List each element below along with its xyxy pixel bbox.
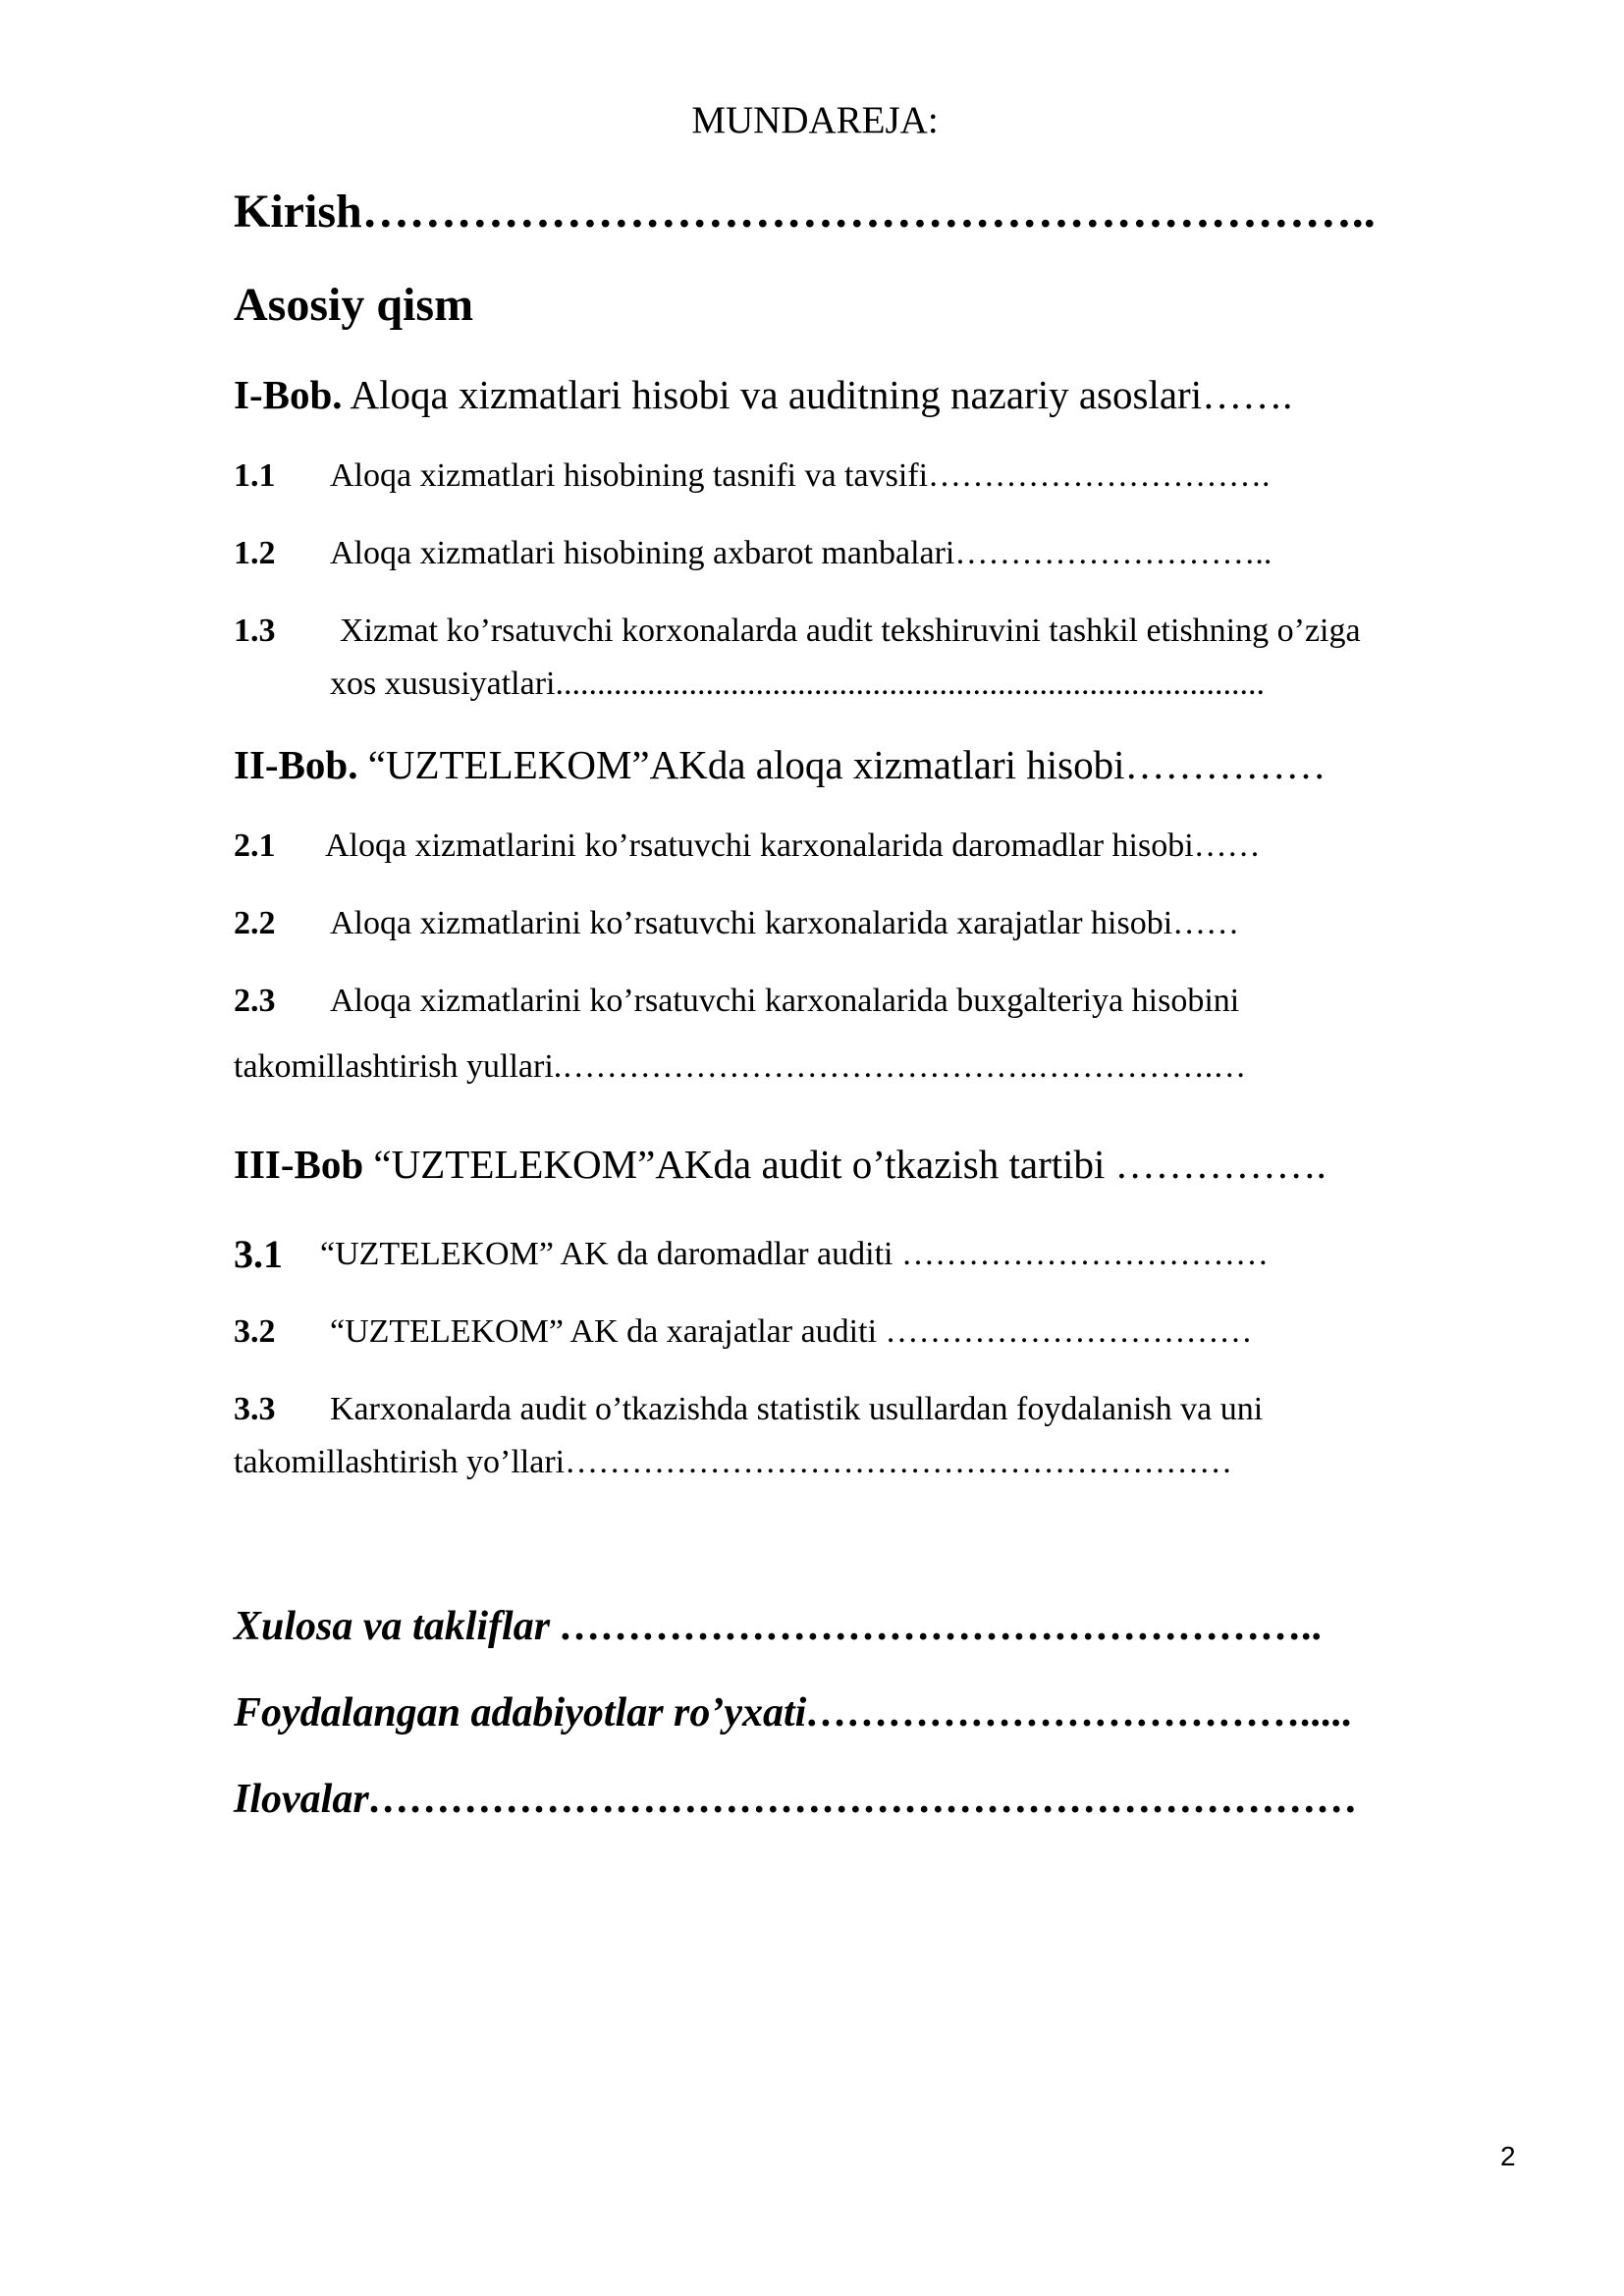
toc-entry-chapter-1 <box>234 371 1292 418</box>
toc-entry-2-3: Aloqa xizmatlarini ko’rsatuvchi karxonalarida buxgalteriya hisobini <box>330 983 1240 1019</box>
toc-entry-adabiyotlar: Foydalangan adabiyotlar ro’yxati………………………………..... <box>234 1690 1353 1735</box>
section-number: 3.1 <box>234 1232 283 1276</box>
toc-entry-3-3: Karxonalarda audit o’tkazishda statistik usullardan foydalanish va uni <box>330 1391 1264 1427</box>
toc-entry-xulosa: Xulosa va takliflar ……………………………………………….. <box>234 1604 1324 1649</box>
section-number: 3.3 <box>234 1391 276 1427</box>
section-number: 1.3 <box>234 613 276 649</box>
chapter-title: “UZTELEKOM”AKda audit o’tkazish tartibi ……………. <box>363 1142 1326 1187</box>
section-number: 2.1 <box>234 828 276 864</box>
section-number: 3.2 <box>234 1313 276 1350</box>
toc-title: MUNDAREJA: <box>691 99 939 141</box>
page-number: 2 <box>1500 2141 1516 2171</box>
toc-entry-chapter-2 <box>234 741 1326 788</box>
toc-entry-ilovalar: Ilovalar……………………………………………………………… <box>234 1777 1359 1822</box>
toc-entry-2-3-continued: takomillashtirish yullari.…………………………………….…………….… <box>234 1048 1247 1085</box>
toc-entry-1-3-continued: xos xususiyatlari..................................................................................... <box>330 666 1265 702</box>
section-number: 1.1 <box>234 457 276 494</box>
toc-entry-2-2: Aloqa xizmatlarini ko’rsatuvchi karxonalarida xarajatlar hisobi…… <box>330 905 1240 941</box>
toc-entry-3-1: “UZTELEKOM” AK da daromadlar auditi …………………………… <box>320 1236 1269 1272</box>
section-number: 2.2 <box>234 905 276 941</box>
chapter-title: Aloqa xizmatlari hisobi va auditning nazariy asoslari……. <box>342 372 1293 417</box>
toc-entry-3-2: “UZTELEKOM” AK da xarajatlar auditi …………………………… <box>330 1313 1253 1350</box>
chapter-label: II-Bob. <box>234 742 358 787</box>
section-number: 1.2 <box>234 535 276 571</box>
chapter-title: “UZTELEKOM”AKda aloqa xizmatlari hisobi…………… <box>357 742 1326 787</box>
section-heading-asosiy: Asosiy qism <box>234 279 474 331</box>
chapter-label: III-Bob <box>234 1142 364 1187</box>
toc-entry-chapter-3 <box>234 1141 1326 1188</box>
toc-entry-1-2: Aloqa xizmatlari hisobining axbarot manbalari……………………….. <box>330 535 1272 571</box>
toc-entry-2-1: Aloqa xizmatlarini ko’rsatuvchi karxonalarida daromadlar hisobi…… <box>325 828 1261 864</box>
toc-entry-1-1: Aloqa xizmatlari hisobining tasnifi va tavsifi…………………………. <box>330 457 1271 494</box>
chapter-label: I-Bob. <box>234 372 343 417</box>
toc-entry-kirish: Kirish……………………………………………………….. <box>234 186 1376 238</box>
section-number: 2.3 <box>234 983 276 1019</box>
toc-entry-3-3-continued: takomillashtirish yo’llari…………………………………………………… <box>234 1444 1233 1480</box>
toc-entry-1-3: Xizmat ko’rsatuvchi korxonalarda audit tekshiruvini tashkil etishning o’ziga <box>340 613 1361 649</box>
